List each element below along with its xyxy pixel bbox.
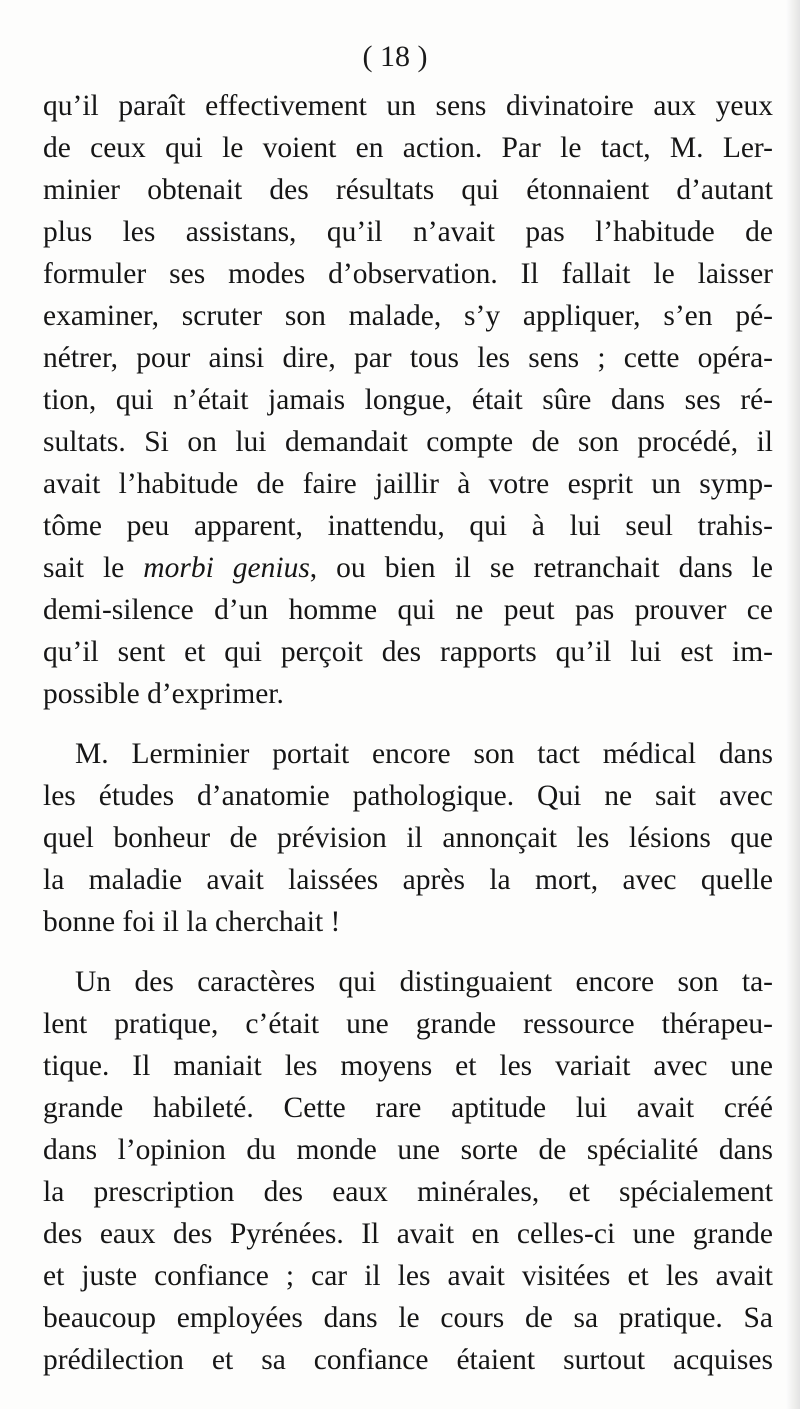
text-line (43, 547, 773, 589)
text-line: bonne foi il la cherchait ! (43, 906, 341, 938)
text-line: Un des caractères qui distinguaient encore son ta- (75, 966, 773, 998)
italic-latin-phrase: morbi genius (143, 552, 310, 584)
paragraph-2 (43, 733, 773, 943)
text-line: tique. Il maniait les moyens et les variait avec une (43, 1050, 773, 1082)
text-line: de ceux qui le voient en action. Par le tact, M. Ler- (43, 132, 773, 164)
text-line: minier obtenait des résultats qui étonnaient d’autant (43, 174, 773, 206)
text-line: dans l’opinion du monde une sorte de spécialité dans (43, 1134, 773, 1166)
text-line: prédilection et sa confiance étaient surtout acquises (43, 1344, 773, 1376)
paragraph-spacer (43, 943, 773, 961)
text-line: tôme peu apparent, inattendu, qui à lui seul trahis- (43, 510, 773, 542)
text-line: formuler ses modes d’observation. Il fallait le laisser (43, 258, 773, 290)
text-line: beaucoup employées dans le cours de sa pratique. Sa (43, 1302, 773, 1334)
page-number: ( 18 ) (362, 40, 428, 73)
text-line: tion, qui n’était jamais longue, était sûre dans ses ré- (43, 384, 773, 416)
text-line: possible d’exprimer. (43, 678, 284, 710)
text-line: et juste confiance ; car il les avait visitées et les avait (43, 1260, 773, 1292)
paragraph-spacer (43, 715, 773, 733)
text-line: grande habileté. Cette rare aptitude lui avait créé (43, 1092, 773, 1124)
text-line: quel bonheur de prévision il annonçait les lésions que (43, 822, 773, 854)
body-text (43, 85, 773, 1381)
text-line: avait l’habitude de faire jaillir à votre esprit un symp- (43, 468, 773, 500)
page-edge-shadow (786, 0, 800, 1409)
text-line: demi-silence d’un homme qui ne peut pas prouver ce (43, 594, 773, 626)
text-line: des eaux des Pyrénées. Il avait en celles-ci une grande (43, 1218, 773, 1250)
paragraph-1 (43, 85, 773, 715)
text-line: les études d’anatomie pathologique. Qui ne sait avec (43, 780, 773, 812)
text-line: plus les assistans, qu’il n’avait pas l’habitude de (43, 216, 773, 248)
text-line: qu’il paraît effectivement un sens divinatoire aux yeux (43, 90, 773, 122)
paragraph-3 (43, 961, 773, 1381)
text-fragment: , ou bien il se retranchait dans le (309, 552, 773, 584)
text-line: la maladie avait laissées après la mort, avec quelle (43, 864, 773, 896)
text-line: lent pratique, c’était une grande ressource thérapeu- (43, 1008, 773, 1040)
text-line: M. Lerminier portait encore son tact médical dans (75, 738, 773, 770)
text-line: examiner, scruter son malade, s’y appliquer, s’en pé- (43, 300, 773, 332)
text-fragment: sait le (43, 552, 144, 584)
text-line: qu’il sent et qui perçoit des rapports qu’il lui est im- (43, 636, 773, 668)
text-line: sultats. Si on lui demandait compte de son procédé, il (43, 426, 773, 458)
text-line: la prescription des eaux minérales, et spécialement (43, 1176, 773, 1208)
text-line: nétrer, pour ainsi dire, par tous les sens ; cette opéra- (43, 342, 773, 374)
